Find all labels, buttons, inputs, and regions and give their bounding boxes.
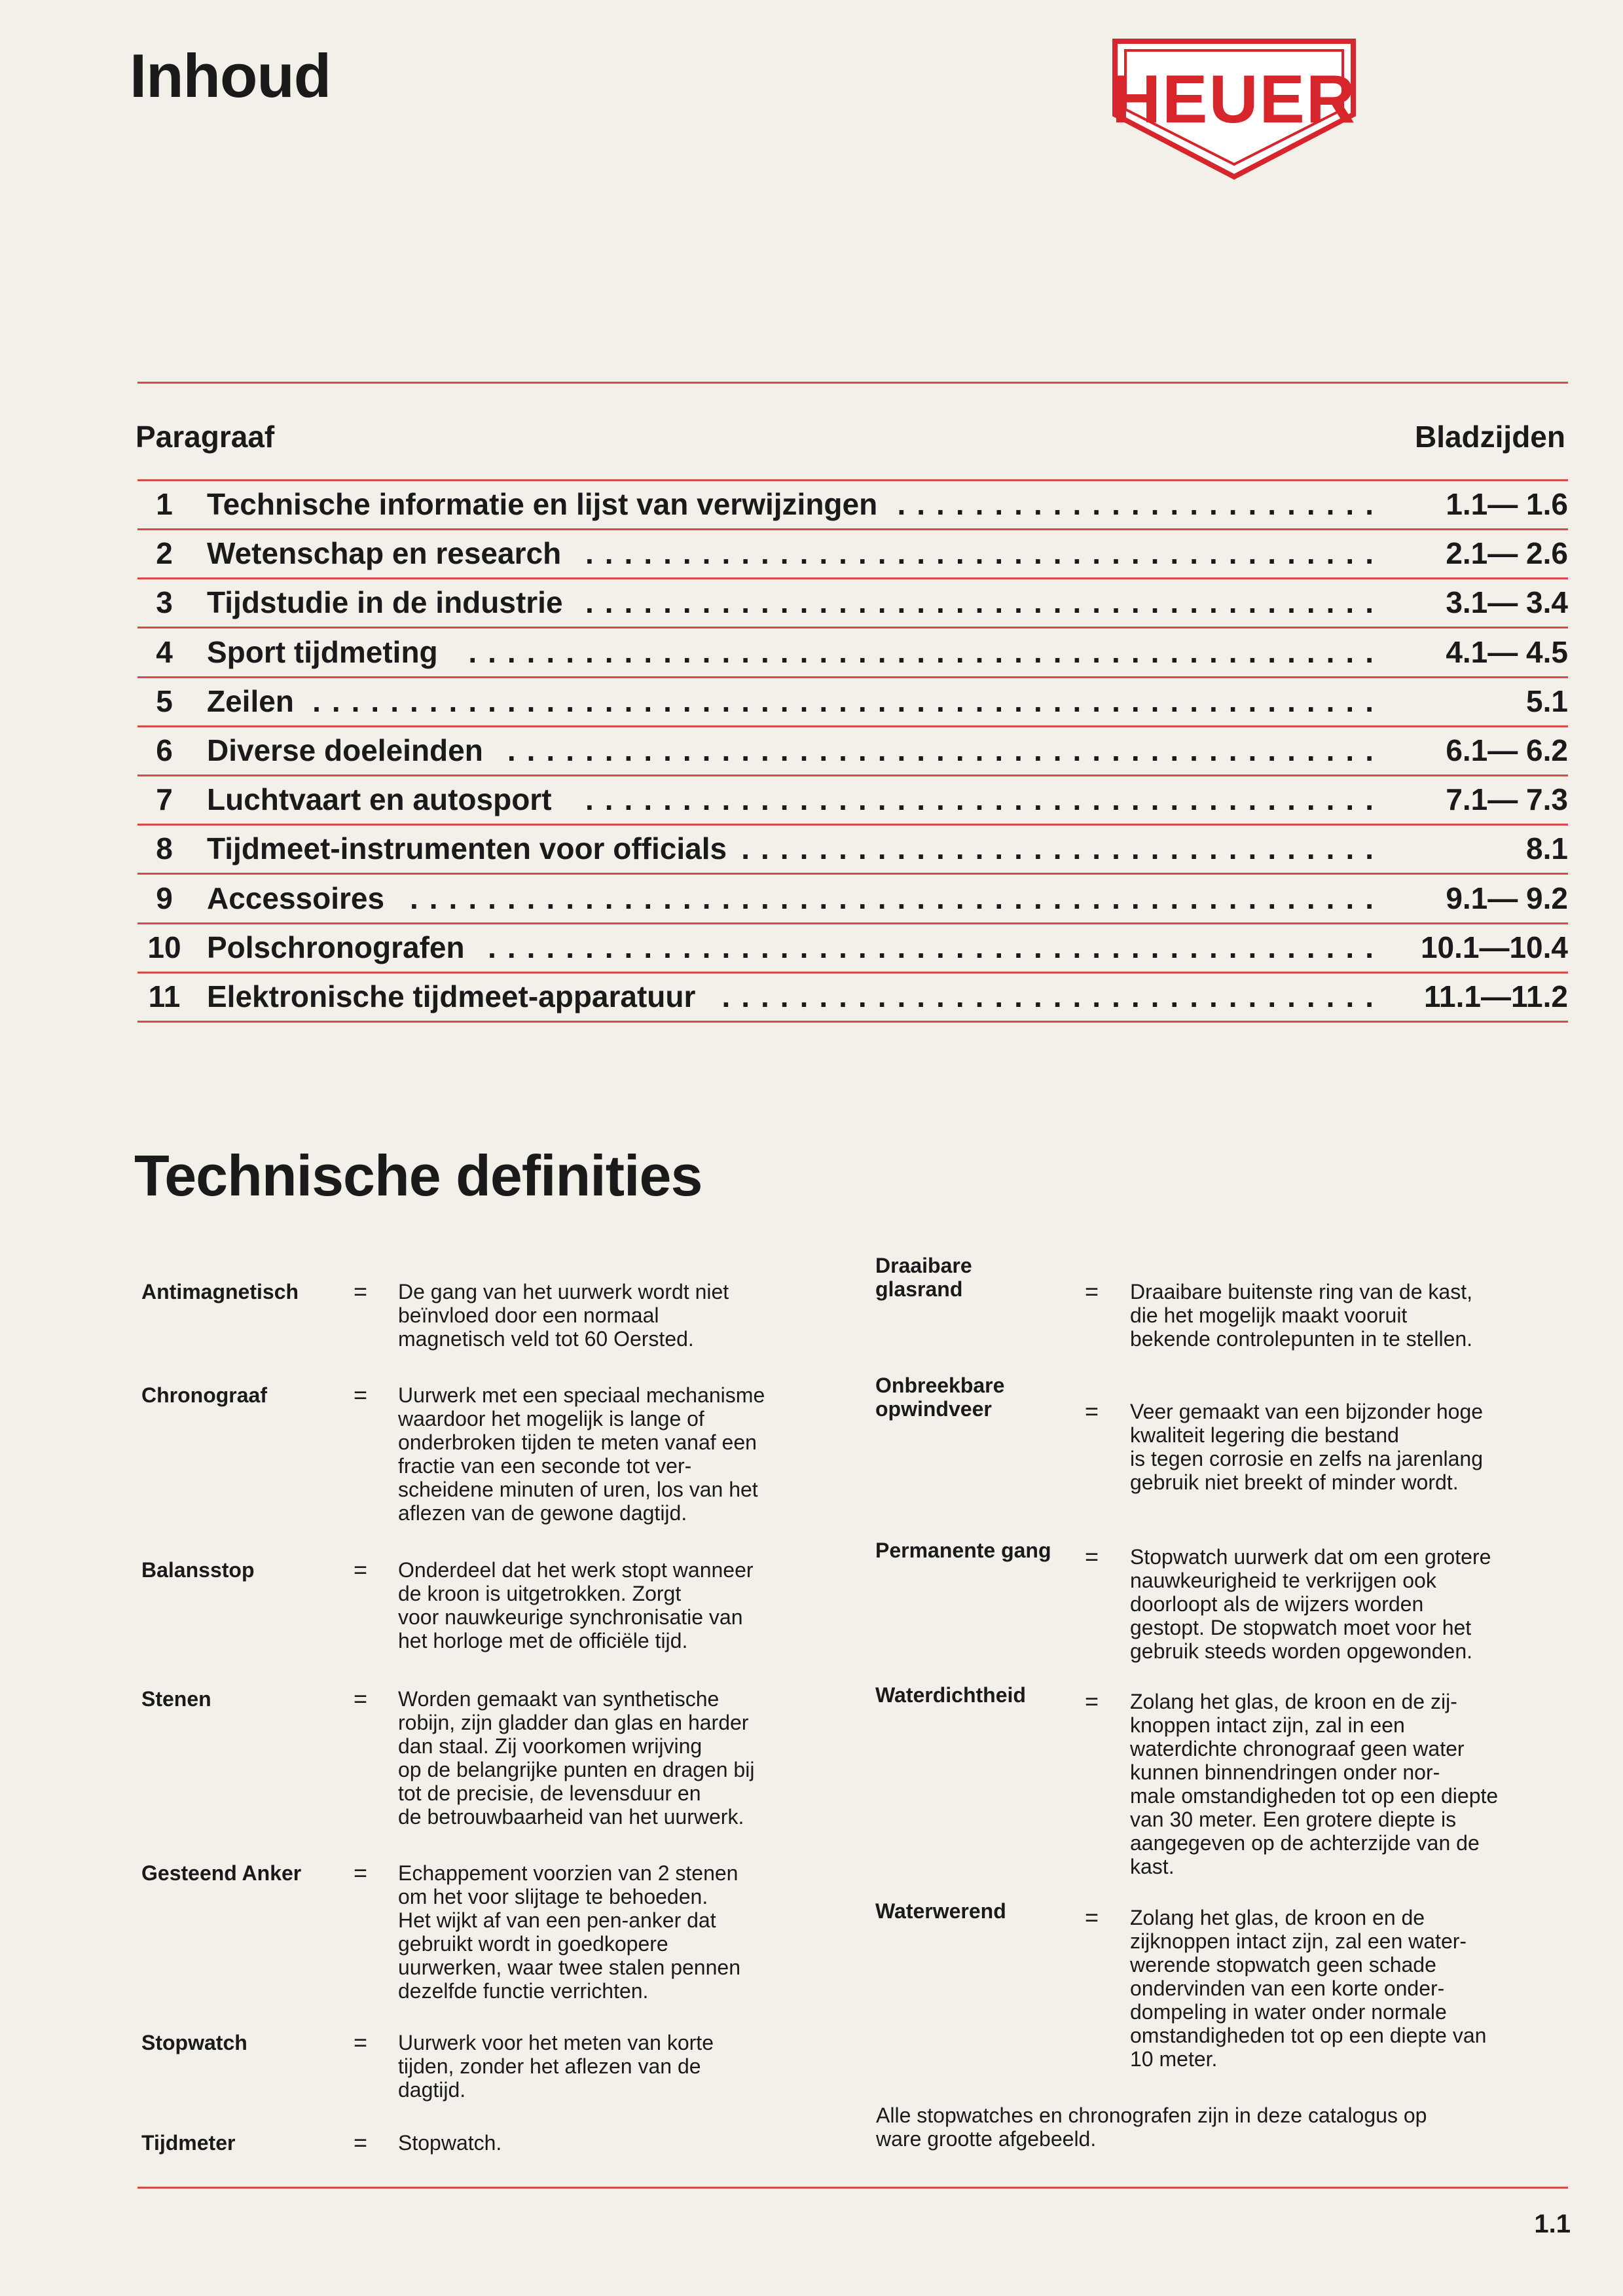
definition-term: Stopwatch [141, 2031, 247, 2054]
toc-title: Diverse doeleinden [207, 733, 483, 767]
definition-text: Veer gemaakt van een bijzonder hoge kwaliteit legering die bestand is tegen corrosie en zelfs na jarenlang gebruik niet breekt of minder wordt. [1130, 1400, 1484, 1494]
toc-title: Tijdmeet-instrumenten voor officials [207, 831, 727, 866]
toc-header-paragraaf: Paragraaf [136, 420, 275, 454]
definition-equals: = [354, 1278, 368, 1305]
toc-number: 9 [156, 881, 173, 915]
toc-title: Elektronische tijdmeet-apparatuur [207, 979, 696, 1013]
toc-leader-dots: .................................. [721, 979, 1385, 1013]
definition-text: Onderdeel dat het werk stopt wanneer de kroon is uitgetrokken. Zorgt voor nauwkeurige synchronisatie van het horloge met de officiële tijd. [398, 1558, 754, 1652]
logo-text: HEUER [1111, 62, 1357, 137]
definition-text: De gang van het uurwerk wordt niet beïnvloed door een normaal magnetisch veld tot 60 Oersted. [398, 1280, 729, 1351]
toc-number: 7 [156, 782, 173, 817]
definition-text: Zolang het glas, de kroon en de zijknoppen intact zijn, zal een water- werende stopwatch geen schade ondervinden van een korte onder- dompeling in water onder normale omstandigheden tot op een diepte van 10 meter. [1130, 1906, 1487, 2071]
toc-pages: 9.1— 9.2 [1446, 881, 1568, 915]
toc-title: Tijdstudie in de industrie [207, 585, 563, 620]
definition-term: Waterwerend [875, 1899, 1006, 1923]
divider-top [137, 382, 1568, 384]
toc-pages: 4.1— 4.5 [1446, 634, 1568, 669]
definition-text: Echappement voorzien van 2 stenen om het voor slijtage te behoeden. Het wijkt af van een pen-anker dat gebruikt wordt in goedkopere uurwerken, waar twee stalen pennen dezelfde functie verrichten. [398, 1861, 740, 2003]
definition-equals: = [1085, 1688, 1099, 1715]
toc-header-bladzijden: Bladzijden [1414, 420, 1565, 454]
toc-number: 11 [148, 979, 181, 1013]
definition-equals: = [354, 1556, 368, 1583]
toc-pages: 10.1—10.4 [1420, 930, 1568, 964]
toc-title: Technische informatie en lijst van verwijzingen [207, 487, 878, 521]
definition-text: Uurwerk voor het meten van korte tijden, zonder het aflezen van de dagtijd. [398, 2031, 714, 2102]
toc-row [137, 826, 1568, 875]
toc-title: Luchtvaart en autosport [207, 782, 552, 817]
toc-pages: 8.1 [1526, 831, 1568, 866]
toc-leader-dots: ......................................... [585, 782, 1385, 817]
definition-equals: = [1085, 1543, 1099, 1570]
definition-equals: = [354, 1859, 368, 1886]
toc-title: Wetenschap en research [207, 536, 562, 571]
toc-pages: 2.1— 2.6 [1446, 536, 1568, 571]
definition-term: Onbreekbare opwindveer [875, 1374, 1005, 1421]
toc-number: 5 [156, 683, 173, 718]
toc-title: Polschronografen [207, 930, 465, 964]
toc-row [137, 629, 1568, 678]
toc-number: 4 [156, 634, 173, 669]
toc-title: Accessoires [207, 881, 385, 915]
toc-title: Sport tijdmeting [207, 634, 438, 669]
definition-term: Waterdichtheid [875, 1683, 1026, 1707]
toc-row [137, 727, 1568, 776]
definition-term: Permanente gang [875, 1539, 1051, 1562]
definition-equals: = [354, 2129, 368, 2156]
definition-term: Chronograaf [141, 1383, 267, 1407]
toc-pages: 11.1—11.2 [1424, 979, 1568, 1013]
toc-pages: 3.1— 3.4 [1446, 585, 1568, 620]
toc-leader-dots: .............................................. [488, 930, 1385, 964]
toc-pages: 6.1— 6.2 [1446, 733, 1568, 767]
heuer-logo [1110, 36, 1359, 183]
toc-pages: 1.1— 1.6 [1446, 487, 1568, 521]
toc-leader-dots: ......................... [897, 487, 1385, 521]
divider-bottom [137, 2187, 1568, 2189]
toc-row [137, 481, 1568, 530]
definition-text: Stopwatch. [398, 2131, 502, 2155]
definition-term: Draaibare glasrand [875, 1254, 972, 1301]
definition-text: Stopwatch uurwerk dat om een grotere nauwkeurigheid te verkrijgen ook doorloopt als de wijzers worden gestopt. De stopwatch moet voor het gebruik steeds worden opgewonden. [1130, 1545, 1491, 1663]
toc-row-rule [137, 1021, 1568, 1023]
page-number: 1.1 [1534, 2210, 1571, 2238]
toc-pages: 5.1 [1526, 683, 1568, 718]
page-title: Inhoud [130, 41, 331, 110]
definition-term: Gesteend Anker [141, 1861, 302, 1885]
toc-row [137, 974, 1568, 1023]
definition-equals: = [354, 1685, 368, 1712]
toc-row [137, 875, 1568, 924]
toc-row [137, 678, 1568, 727]
toc-leader-dots: .................................................. [409, 881, 1385, 915]
definition-equals: = [1085, 1278, 1099, 1305]
definition-equals: = [354, 2029, 368, 2056]
definition-term: Balansstop [141, 1558, 255, 1582]
toc-number: 1 [156, 487, 173, 521]
toc-leader-dots: ............................................. [507, 733, 1385, 767]
definition-text: Zolang het glas, de kroon en de zij- knoppen intact zijn, zal in een waterdichte chronograaf geen water kunnen binnendringen onder nor- male omstandigheden tot op een diepte van 30 meter. Een grotere diepte is aangegeven op de achterzijde van de kast. [1130, 1690, 1499, 1878]
definition-equals: = [354, 1381, 368, 1408]
toc-number: 6 [156, 733, 173, 767]
definition-equals: = [1085, 1398, 1099, 1425]
catalog-note: Alle stopwatches en chronografen zijn in deze catalogus op ware grootte afgebeeld. [876, 2104, 1427, 2151]
toc-leader-dots: ....................................................... [312, 683, 1385, 718]
toc-number: 3 [156, 585, 173, 620]
definition-term: Antimagnetisch [141, 1280, 299, 1303]
toc-leader-dots: ............................................... [468, 634, 1385, 669]
toc-title: Zeilen [207, 683, 294, 718]
toc-number: 10 [147, 930, 181, 964]
definition-text: Worden gemaakt van synthetische robijn, zijn gladder dan glas en harder dan staal. Zij voorkomen wrijving op de belangrijke punten en dragen bij tot de precisie, de levensduur en de betrouwbaarheid van het uurwerk. [398, 1687, 755, 1829]
toc-row [137, 530, 1568, 579]
toc-row [137, 924, 1568, 974]
toc-number: 8 [156, 831, 173, 866]
toc-leader-dots: ................................. [741, 831, 1385, 866]
definitions-title: Technische definities [134, 1143, 702, 1208]
toc-row [137, 579, 1568, 629]
definition-equals: = [1085, 1904, 1099, 1931]
toc-number: 2 [156, 536, 173, 571]
definition-term: Stenen [141, 1687, 211, 1711]
toc-leader-dots: ......................................... [585, 585, 1385, 620]
definition-text: Draaibare buitenste ring van de kast, die het mogelijk maakt vooruit bekende controlepunten in te stellen. [1130, 1280, 1473, 1351]
toc-row [137, 776, 1568, 826]
definition-term: Tijdmeter [141, 2131, 236, 2155]
toc-leader-dots: ......................................... [585, 536, 1385, 571]
definition-text: Uurwerk met een speciaal mechanisme waardoor het mogelijk is lange of onderbroken tijden te meten vanaf een fractie van een seconde tot ver- scheidene minuten of uren, los van het aflezen van de gewone dagtijd. [398, 1383, 765, 1525]
toc-pages: 7.1— 7.3 [1446, 782, 1568, 817]
